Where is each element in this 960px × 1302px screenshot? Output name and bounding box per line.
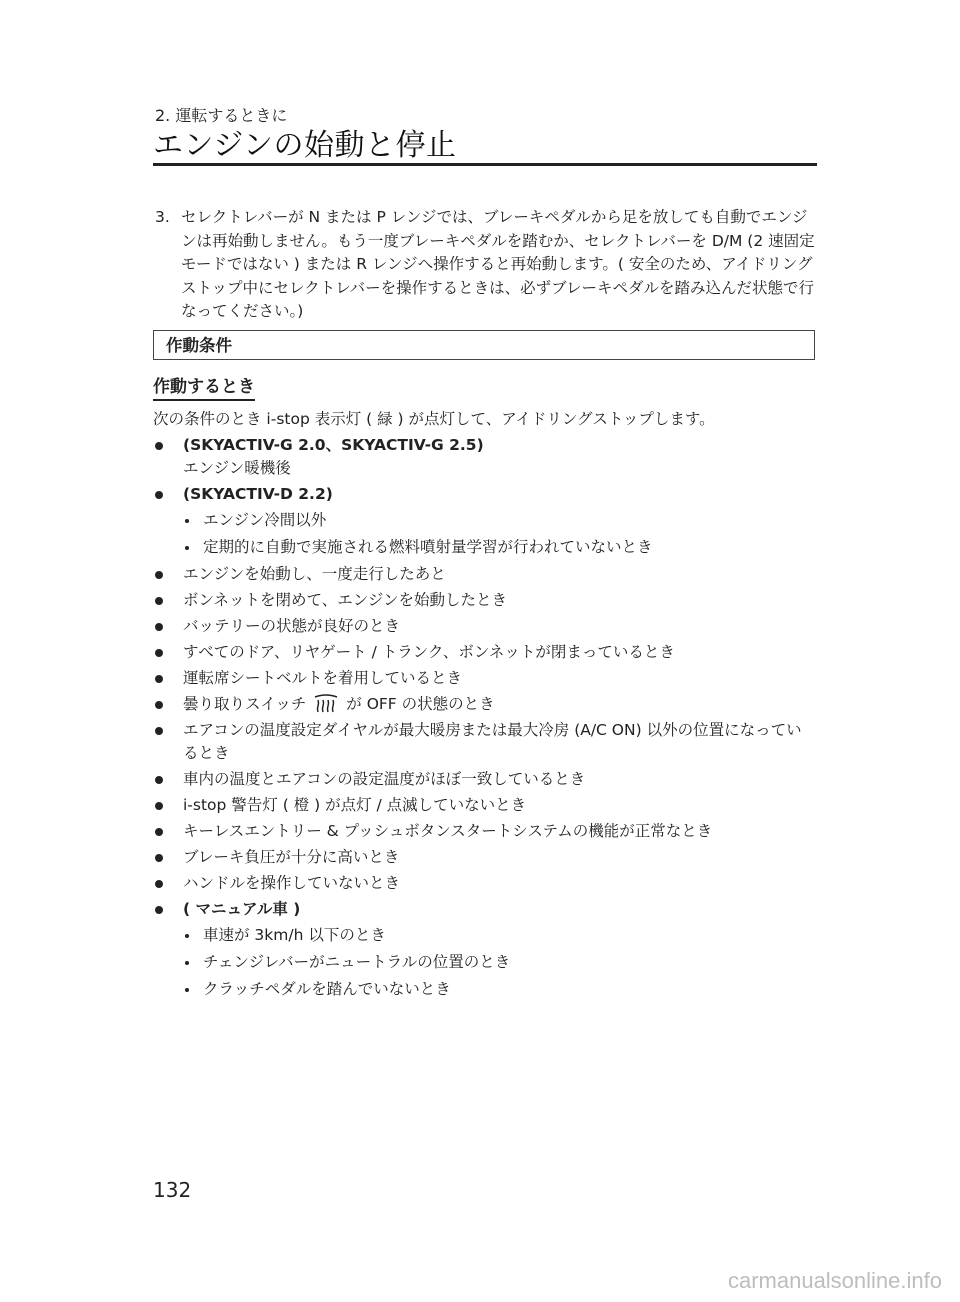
list-item [153, 719, 817, 765]
note-text: セレクトレバーが N または P レンジでは、ブレーキペダルから足を放しても自動でエンジンは再始動しません。もう一度ブレーキペダルを踏むか、セレクトレバーを D/M (2 速固定モードではない ) または R レンジへ操作すると再始動します。( 安全のため、アイドリングストップ中にセレクトレバーを操作するときは、必ずブレーキペダルを踏み込んだ状態で行なってください。) [181, 208, 815, 320]
item-text: i-stop 警告灯 ( 橙 ) が点灯 / 点滅していないとき [183, 796, 527, 814]
item-text: が OFF の状態のとき [346, 695, 495, 713]
page-title: エンジンの始動と停止 [153, 128, 457, 163]
bullet-icon [155, 491, 163, 499]
note-paragraph [155, 206, 817, 324]
bullet-icon [155, 623, 163, 631]
item-text: バッテリーの状態が良好のとき [183, 617, 401, 635]
title-rule [153, 163, 817, 166]
bullet-icon [155, 776, 163, 784]
condition-list [153, 434, 817, 1005]
list-item [153, 483, 817, 506]
bullet-icon [155, 727, 163, 735]
small-bullet-icon [185, 546, 189, 550]
bullet-icon [155, 649, 163, 657]
item-label: (SKYACTIV-G 2.0、SKYACTIV-G 2.5) [183, 436, 484, 454]
sub-list-item [153, 978, 817, 1001]
item-text: 曇り取りスイッチ [183, 695, 307, 713]
bullet-icon [155, 442, 163, 450]
sub-heading: 作動するとき [153, 376, 255, 401]
box-heading: 作動条件 [153, 330, 815, 360]
sub-list [153, 509, 817, 559]
note-number: 3. [155, 208, 170, 226]
bullet-icon [155, 880, 163, 888]
sub-item-text: 車速が 3km/h 以下のとき [203, 926, 386, 944]
item-text: キーレスエントリー & プッシュボタンスタートシステムの機能が正常なとき [183, 822, 713, 840]
sub-item-text: 定期的に自動で実施される燃料噴射量学習が行われていないとき [203, 538, 653, 556]
list-item [153, 615, 817, 638]
list-item [153, 846, 817, 869]
small-bullet-icon [185, 988, 189, 992]
item-detail: エンジン暖機後 [183, 459, 291, 477]
sub-list [153, 924, 817, 1001]
page-number: 132 [153, 1178, 192, 1202]
item-label: (SKYACTIV-D 2.2) [183, 485, 333, 503]
small-bullet-icon [185, 961, 189, 965]
sub-list-item [153, 536, 817, 559]
sub-item-text: クラッチペダルを踏んでいないとき [203, 980, 451, 998]
sub-list-item [153, 951, 817, 974]
item-text: エアコンの温度設定ダイヤルが最大暖房または最大冷房 (A/C ON) 以外の位置になっているとき [183, 721, 802, 762]
list-item [153, 693, 817, 716]
list-item [153, 898, 817, 921]
list-item [153, 872, 817, 895]
sub-item-text: エンジン冷間以外 [203, 511, 327, 529]
item-text: ブレーキ負圧が十分に高いとき [183, 848, 400, 866]
section-label: 2. 運転するときに [155, 106, 288, 125]
list-item [153, 641, 817, 664]
sub-item-text: チェンジレバーがニュートラルの位置のとき [203, 953, 511, 971]
bullet-icon [155, 675, 163, 683]
bullet-icon [155, 854, 163, 862]
sub-list-item [153, 509, 817, 532]
small-bullet-icon [185, 519, 189, 523]
list-item [153, 820, 817, 843]
item-text: エンジンを始動し、一度走行したあと [183, 565, 446, 583]
list-item [153, 589, 817, 612]
item-text: すべてのドア、リヤゲート / トランク、ボンネットが閉まっているとき [183, 643, 675, 661]
item-label: ( マニュアル車 ) [183, 900, 301, 918]
intro-text: 次の条件のとき i-stop 表示灯 ( 緑 ) が点灯して、アイドリングストップします。 [153, 410, 715, 428]
sub-list-item [153, 924, 817, 947]
bullet-icon [155, 701, 163, 709]
small-bullet-icon [185, 934, 189, 938]
list-item [153, 667, 817, 690]
item-text: 車内の温度とエアコンの設定温度がほぼ一致しているとき [183, 770, 586, 788]
bullet-icon [155, 906, 163, 914]
bullet-icon [155, 571, 163, 579]
item-text: ボンネットを閉めて、エンジンを始動したとき [183, 591, 507, 609]
list-item [153, 563, 817, 586]
list-item [153, 794, 817, 817]
watermark: carmanualsonline.info [727, 1268, 942, 1293]
item-text: 運転席シートベルトを着用しているとき [183, 669, 463, 687]
list-item [153, 768, 817, 791]
bullet-icon [155, 828, 163, 836]
bullet-icon [155, 802, 163, 810]
item-text: ハンドルを操作していないとき [183, 874, 401, 892]
defog-icon [313, 693, 339, 713]
bullet-icon [155, 597, 163, 605]
list-item [153, 434, 817, 480]
